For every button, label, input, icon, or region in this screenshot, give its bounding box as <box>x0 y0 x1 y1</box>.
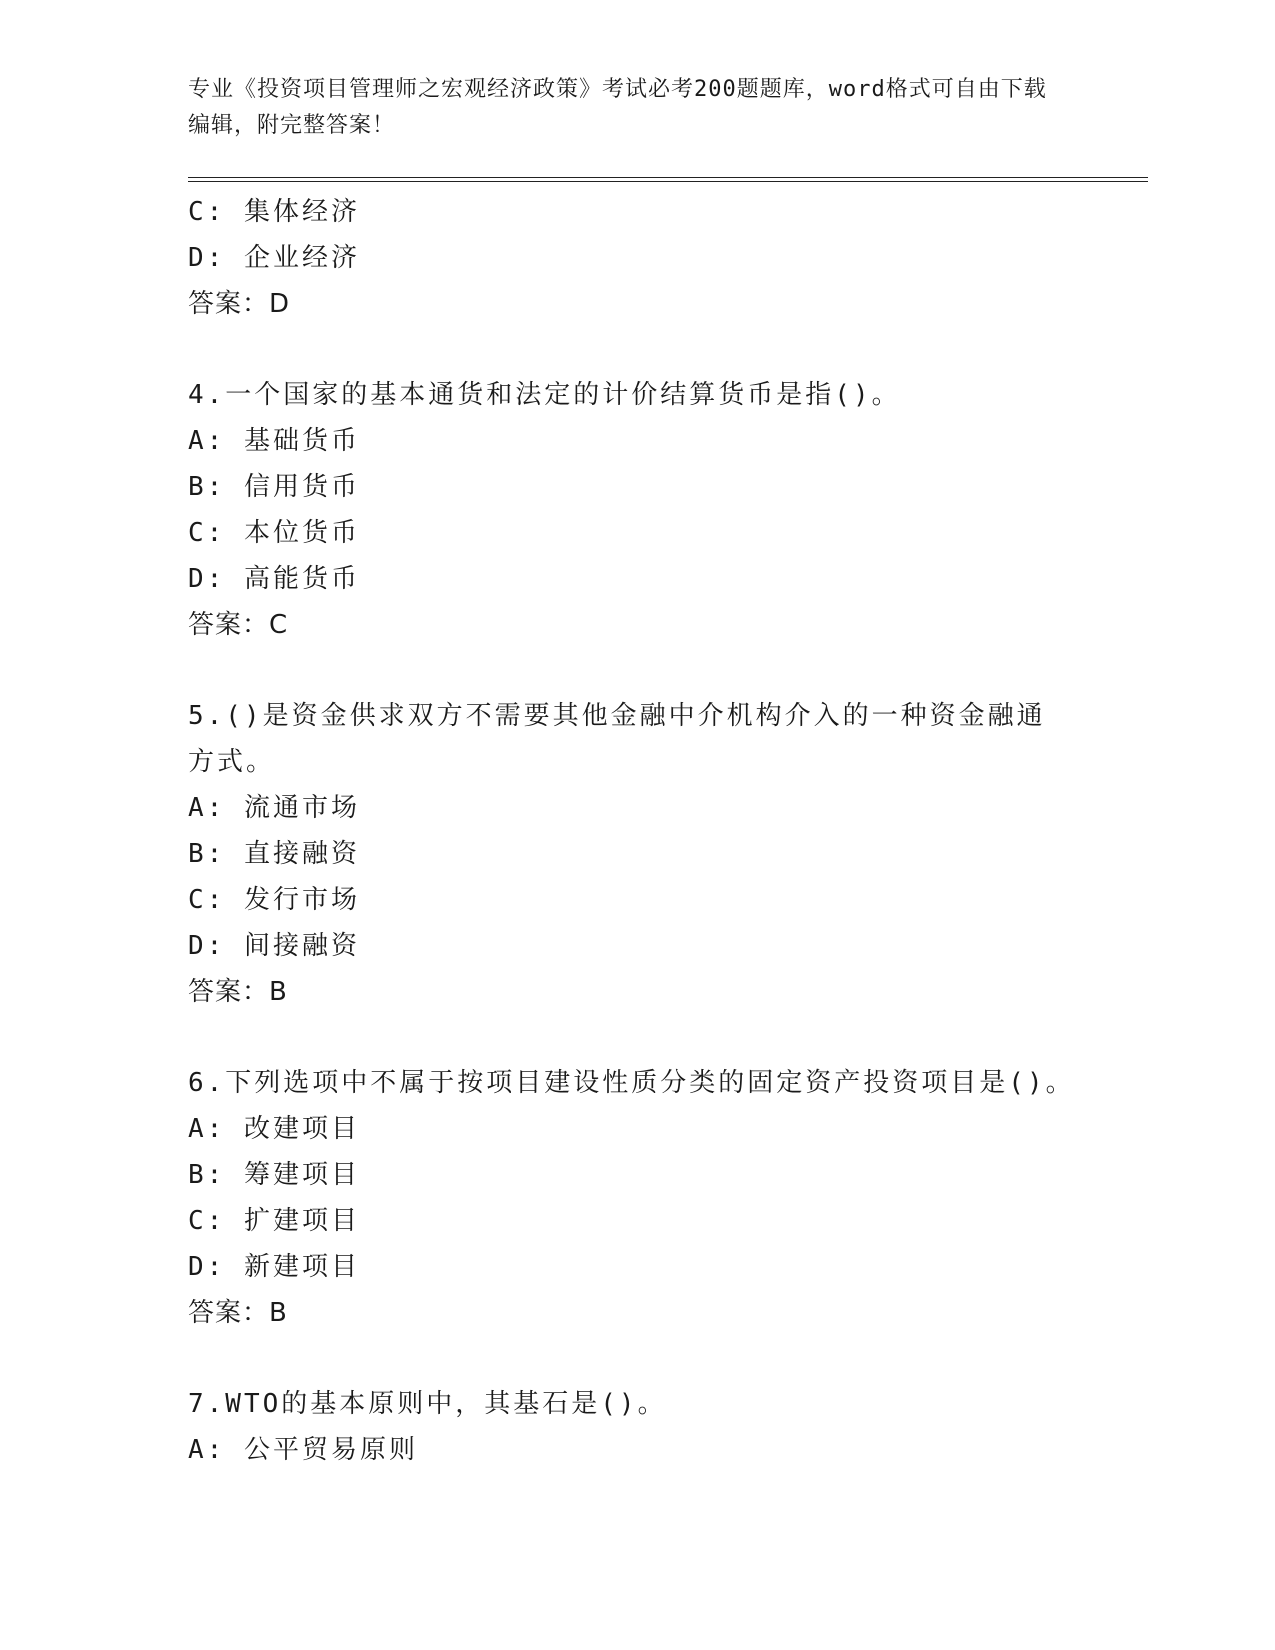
question-stem: 5.()是资金供求双方不需要其他金融中介机构介入的一种资金融通方式。 <box>188 701 1046 777</box>
option-line: C: 扩建项目 <box>188 1206 360 1236</box>
header-divider-top <box>188 177 1148 178</box>
option-line: D: 高能货币 <box>188 564 360 594</box>
document-header: 专业《投资项目管理师之宏观经济政策》考试必考200题题库，word格式可自由下载编辑，附完整答案！ <box>188 77 1047 138</box>
header-divider-bottom <box>188 181 1148 182</box>
option-line: A: 公平贸易原则 <box>188 1435 418 1465</box>
question-list <box>188 189 1075 1473</box>
option-line: C: 本位货币 <box>188 518 360 548</box>
option-line: A: 基础货币 <box>188 426 360 456</box>
option-line: C: 集体经济 <box>188 197 360 227</box>
spacer <box>188 327 1068 372</box>
option-line: B: 直接融资 <box>188 839 360 869</box>
option-line: B: 信用货币 <box>188 472 360 502</box>
answer-line: 答案：B <box>188 977 288 1007</box>
option-line: A: 流通市场 <box>188 793 360 823</box>
option-line: D: 间接融资 <box>188 931 360 961</box>
answer-line: 答案：B <box>188 1298 288 1328</box>
question-stem: 4.一个国家的基本通货和法定的计价结算货币是指()。 <box>188 380 901 410</box>
option-line: B: 筹建项目 <box>188 1160 360 1190</box>
option-line: A: 改建项目 <box>188 1114 360 1144</box>
answer-line: 答案：D <box>188 289 291 319</box>
question-stem: 6.下列选项中不属于按项目建设性质分类的固定资产投资项目是()。 <box>188 1068 1075 1098</box>
spacer <box>188 1015 1068 1060</box>
answer-line: 答案：C <box>188 610 289 640</box>
question-stem: 7.WTO的基本原则中，其基石是()。 <box>188 1389 667 1419</box>
option-line: D: 新建项目 <box>188 1252 360 1282</box>
spacer <box>188 1336 1068 1381</box>
option-line: D: 企业经济 <box>188 243 360 273</box>
spacer <box>188 648 1068 693</box>
option-line: C: 发行市场 <box>188 885 360 915</box>
